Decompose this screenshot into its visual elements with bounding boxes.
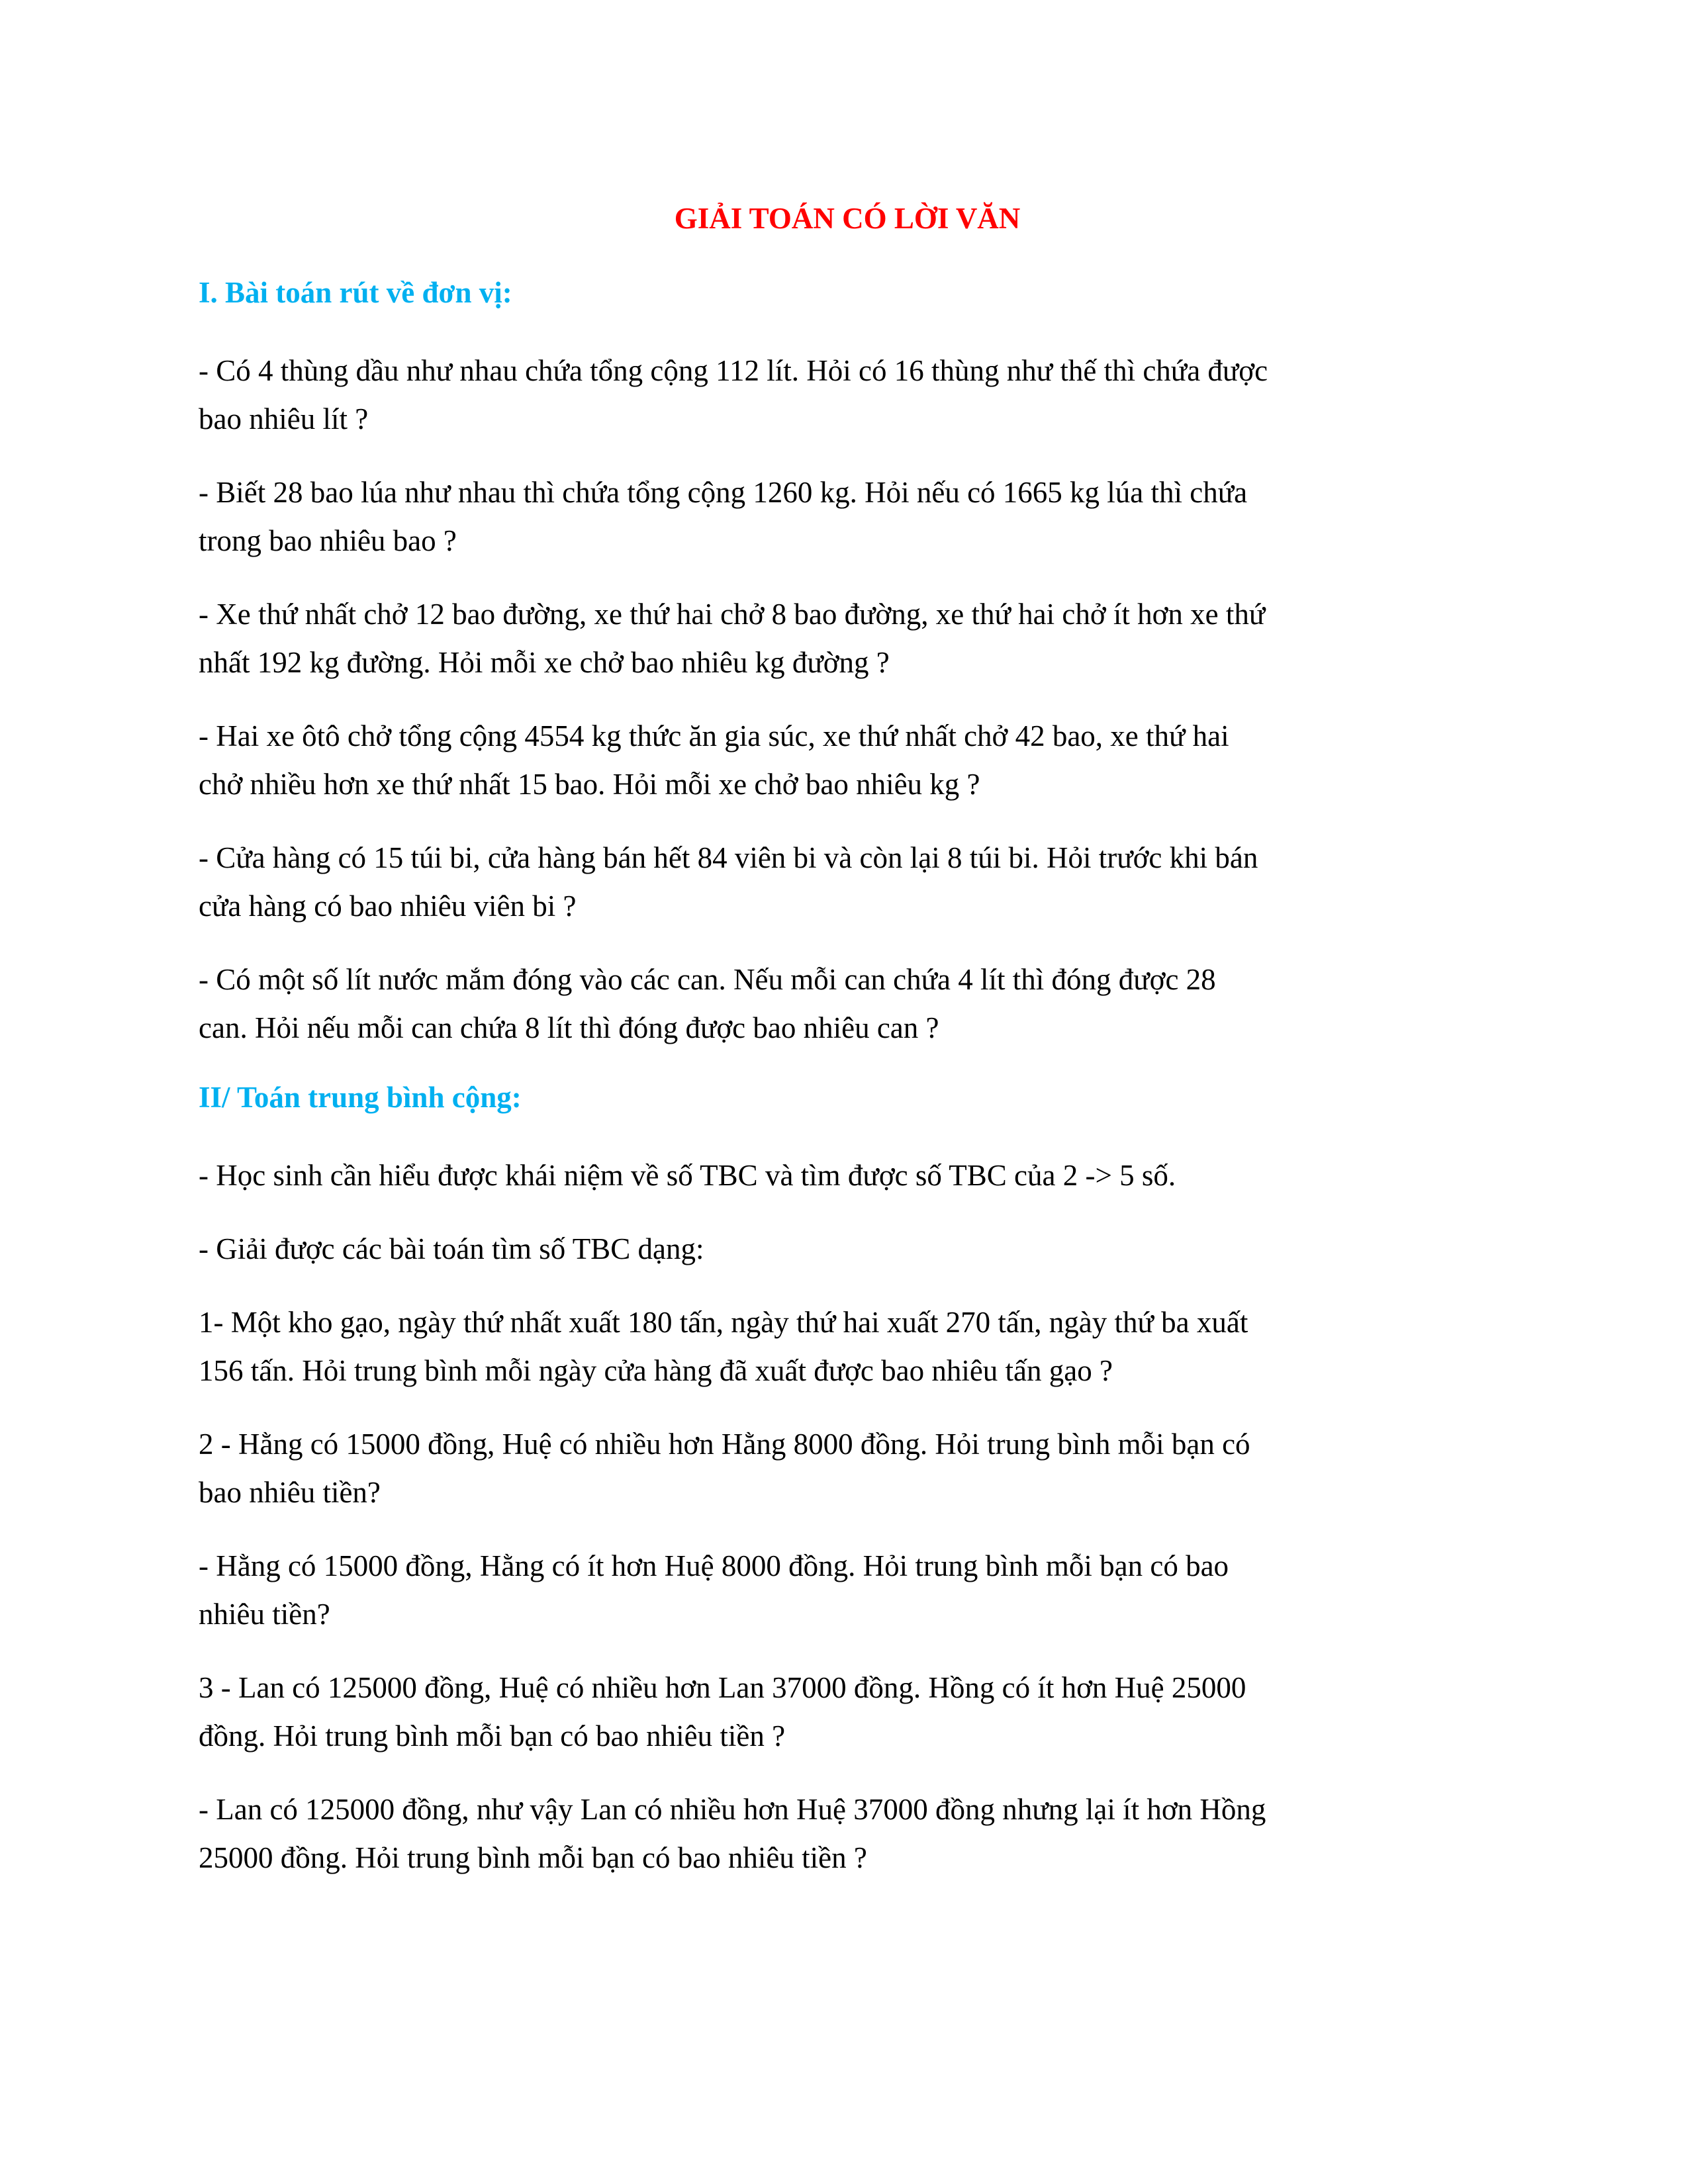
section-heading-average: II/ Toán trung bình cộng:	[199, 1081, 522, 1114]
paragraph: - Cửa hàng có 15 túi bi, cửa hàng bán hết 84 viên bi và còn lại 8 túi bi. Hỏi trước khi bán cửa hàng có bao nhiêu viên bi ?	[199, 841, 1258, 923]
paragraph: - Hằng có 15000 đồng, Hằng có ít hơn Huệ 8000 đồng. Hỏi trung bình mỗi bạn có bao nhiêu tiền?	[199, 1549, 1229, 1631]
paragraph: 1- Một kho gạo, ngày thứ nhất xuất 180 tấn, ngày thứ hai xuất 270 tấn, ngày thứ ba xuất 156 tấn. Hỏi trung bình mỗi ngày cửa hàng đã xuất được bao nhiêu tấn gạo ?	[199, 1306, 1248, 1387]
paragraph: - Có 4 thùng dầu như nhau chứa tổng cộng 112 lít. Hỏi có 16 thùng như thế thì chứa được bao nhiêu lít ?	[199, 354, 1268, 435]
paragraph: - Học sinh cần hiểu được khái niệm về số TBC và tìm được số TBC của 2 -> 5 số.	[199, 1159, 1176, 1192]
paragraph: 2 - Hằng có 15000 đồng, Huệ có nhiều hơn Hằng 8000 đồng. Hỏi trung bình mỗi bạn có bao nhiêu tiền?	[199, 1428, 1250, 1509]
paragraph: - Lan có 125000 đồng, như vậy Lan có nhiều hơn Huệ 37000 đồng nhưng lại ít hơn Hồng 25000 đồng. Hỏi trung bình mỗi bạn có bao nhiêu tiền ?	[199, 1793, 1266, 1874]
paragraph: - Biết 28 bao lúa như nhau thì chứa tổng cộng 1260 kg. Hỏi nếu có 1665 kg lúa thì chứa trong bao nhiêu bao ?	[199, 476, 1248, 557]
paragraph: - Giải được các bài toán tìm số TBC dạng:	[199, 1232, 704, 1265]
section-heading-unit: I. Bài toán rút về đơn vị:	[199, 276, 512, 309]
paragraph: 3 - Lan có 125000 đồng, Huệ có nhiều hơn Lan 37000 đồng. Hồng có ít hơn Huệ 25000 đồng. Hỏi trung bình mỗi bạn có bao nhiêu tiền ?	[199, 1671, 1246, 1752]
document-title: GIẢI TOÁN CÓ LỜI VĂN	[674, 202, 1021, 235]
paragraph: - Hai xe ôtô chở tổng cộng 4554 kg thức ăn gia súc, xe thứ nhất chở 42 bao, xe thứ hai chở nhiều hơn xe thứ nhất 15 bao. Hỏi mỗi xe chở bao nhiêu kg ?	[199, 719, 1229, 801]
paragraph: - Xe thứ nhất chở 12 bao đường, xe thứ hai chở 8 bao đường, xe thứ hai chở ít hơn xe thứ nhất 192 kg đường. Hỏi mỗi xe chở bao nhiêu kg đường ?	[199, 598, 1266, 679]
paragraph: - Có một số lít nước mắm đóng vào các can. Nếu mỗi can chứa 4 lít thì đóng được 28 can. Hỏi nếu mỗi can chứa 8 lít thì đóng được bao nhiêu can ?	[199, 963, 1216, 1044]
document-page	[199, 199, 1496, 1907]
